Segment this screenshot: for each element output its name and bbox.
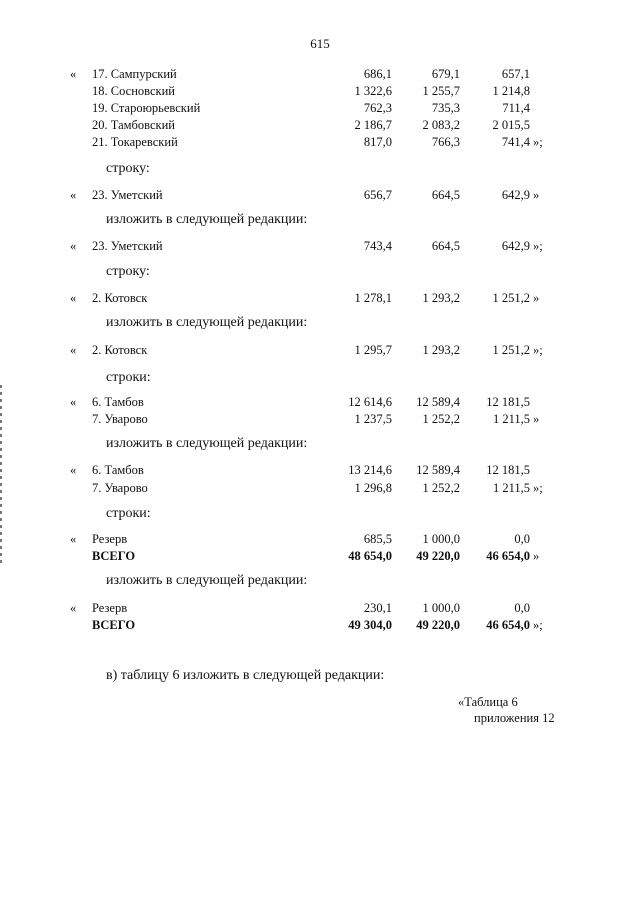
value-2: 1 000,0 (422, 532, 460, 546)
row-name: 23. Уметский (92, 188, 163, 202)
row-name: ВСЕГО (92, 549, 136, 563)
open-quote: « (70, 463, 77, 477)
table-row (0, 290, 640, 307)
value-2: 735,3 (431, 101, 460, 115)
table-row (0, 100, 640, 117)
value-3: 0,0 (514, 601, 530, 615)
open-quote: « (70, 395, 77, 409)
value-2: 49 220,0 (416, 549, 460, 563)
row-name: 6. Тамбов (92, 395, 144, 409)
value-3: 12 181,5 (486, 463, 530, 477)
value-1: 656,7 (363, 188, 392, 202)
value-3: 1 251,2 (492, 343, 530, 357)
value-2: 49 220,0 (416, 618, 460, 632)
open-quote: « (70, 601, 77, 615)
phrase-izlozhit: изложить в следующей редакции: (106, 573, 308, 588)
value-2: 1 252,2 (422, 481, 460, 495)
table-row (0, 117, 640, 134)
row-name: 6. Тамбов (92, 463, 144, 477)
table-row (0, 342, 640, 359)
value-3: 741,4 (501, 135, 530, 149)
row-name: 2. Котовск (92, 291, 148, 305)
value-2: 12 589,4 (416, 463, 460, 477)
value-1: 1 237,5 (354, 412, 392, 426)
value-1: 48 654,0 (348, 549, 392, 563)
phrase-stroku: строку: (106, 161, 150, 176)
value-1: 2 186,7 (354, 118, 392, 132)
value-3: 2 015,5 (492, 118, 530, 132)
row-name: ВСЕГО (92, 618, 136, 632)
table-caption-line-1: «Таблица 6 (458, 695, 518, 709)
close-quote: »; (533, 239, 543, 253)
value-3: 46 654,0 (486, 549, 530, 563)
value-1: 685,5 (363, 532, 392, 546)
table-row (0, 411, 640, 428)
value-1: 817,0 (363, 135, 392, 149)
value-1: 1 322,6 (354, 84, 392, 98)
value-2: 1 255,7 (422, 84, 460, 98)
row-name: 7. Уварово (92, 481, 148, 495)
page-number: 615 (310, 36, 330, 51)
open-quote: « (70, 532, 77, 546)
value-1: 686,1 (363, 67, 392, 81)
value-3: 1 251,2 (492, 291, 530, 305)
close-quote: »; (533, 343, 543, 357)
value-2: 664,5 (431, 239, 460, 253)
table-row (0, 134, 640, 151)
value-2: 1 293,2 (422, 343, 460, 357)
table-row (0, 600, 640, 617)
value-2: 766,3 (431, 135, 460, 149)
close-quote: » (533, 188, 540, 202)
phrase-izlozhit: изложить в следующей редакции: (106, 436, 308, 451)
phrase-stroki: строки: (106, 370, 151, 385)
table-row (0, 66, 640, 83)
row-name: 21. Токаревский (92, 135, 178, 149)
row-name: 19. Староюрьевский (92, 101, 201, 115)
value-3: 642,9 (501, 188, 530, 202)
value-1: 12 614,6 (348, 395, 392, 409)
open-quote: « (70, 188, 77, 202)
row-name: Резерв (92, 532, 128, 546)
row-name: 2. Котовск (92, 343, 148, 357)
value-3: 12 181,5 (486, 395, 530, 409)
open-quote: « (70, 343, 77, 357)
value-3: 0,0 (514, 532, 530, 546)
value-1: 1 296,8 (354, 481, 392, 495)
value-1: 743,4 (363, 239, 392, 253)
paragraph-v: в) таблицу 6 изложить в следующей редакции: (106, 668, 385, 683)
total-row (0, 617, 640, 634)
row-name: Резерв (92, 601, 128, 615)
table-row (0, 480, 640, 497)
value-1: 1 295,7 (354, 343, 392, 357)
value-2: 1 293,2 (422, 291, 460, 305)
row-name: 17. Сампурский (92, 67, 177, 81)
row-name: 18. Сосновский (92, 84, 175, 98)
close-quote: » (533, 412, 540, 426)
table-row (0, 83, 640, 100)
value-3: 1 211,5 (492, 412, 530, 426)
close-quote: » (533, 549, 540, 563)
value-1: 1 278,1 (354, 291, 392, 305)
value-3: 642,9 (501, 239, 530, 253)
value-3: 711,4 (502, 101, 530, 115)
value-1: 49 304,0 (348, 618, 392, 632)
value-1: 13 214,6 (348, 463, 392, 477)
value-2: 2 083,2 (422, 118, 460, 132)
value-2: 12 589,4 (416, 395, 460, 409)
table-row (0, 394, 640, 411)
value-3: 1 211,5 (492, 481, 530, 495)
total-row (0, 548, 640, 565)
row-name: 23. Уметский (92, 239, 163, 253)
table-row (0, 531, 640, 548)
table-caption-line-2: приложения 12 (474, 711, 555, 725)
value-2: 1 252,2 (422, 412, 460, 426)
table-row (0, 238, 640, 255)
open-quote: « (70, 239, 77, 253)
close-quote: »; (533, 618, 543, 632)
value-2: 664,5 (431, 188, 460, 202)
close-quote: »; (533, 481, 543, 495)
phrase-stroki: строки: (106, 506, 151, 521)
open-quote: « (70, 291, 77, 305)
close-quote: » (533, 291, 540, 305)
value-3: 1 214,8 (492, 84, 530, 98)
scan-edge-mark (0, 385, 2, 565)
phrase-stroku: строку: (106, 264, 150, 279)
close-quote: »; (533, 135, 543, 149)
value-3: 657,1 (501, 67, 530, 81)
open-quote: « (70, 67, 77, 81)
phrase-izlozhit: изложить в следующей редакции: (106, 315, 308, 330)
value-1: 762,3 (363, 101, 392, 115)
row-name: 7. Уварово (92, 412, 148, 426)
value-2: 679,1 (431, 67, 460, 81)
value-3: 46 654,0 (486, 618, 530, 632)
value-2: 1 000,0 (422, 601, 460, 615)
row-name: 20. Тамбовский (92, 118, 175, 132)
table-row (0, 462, 640, 479)
phrase-izlozhit: изложить в следующей редакции: (106, 212, 308, 227)
value-1: 230,1 (363, 601, 392, 615)
table-row (0, 187, 640, 204)
